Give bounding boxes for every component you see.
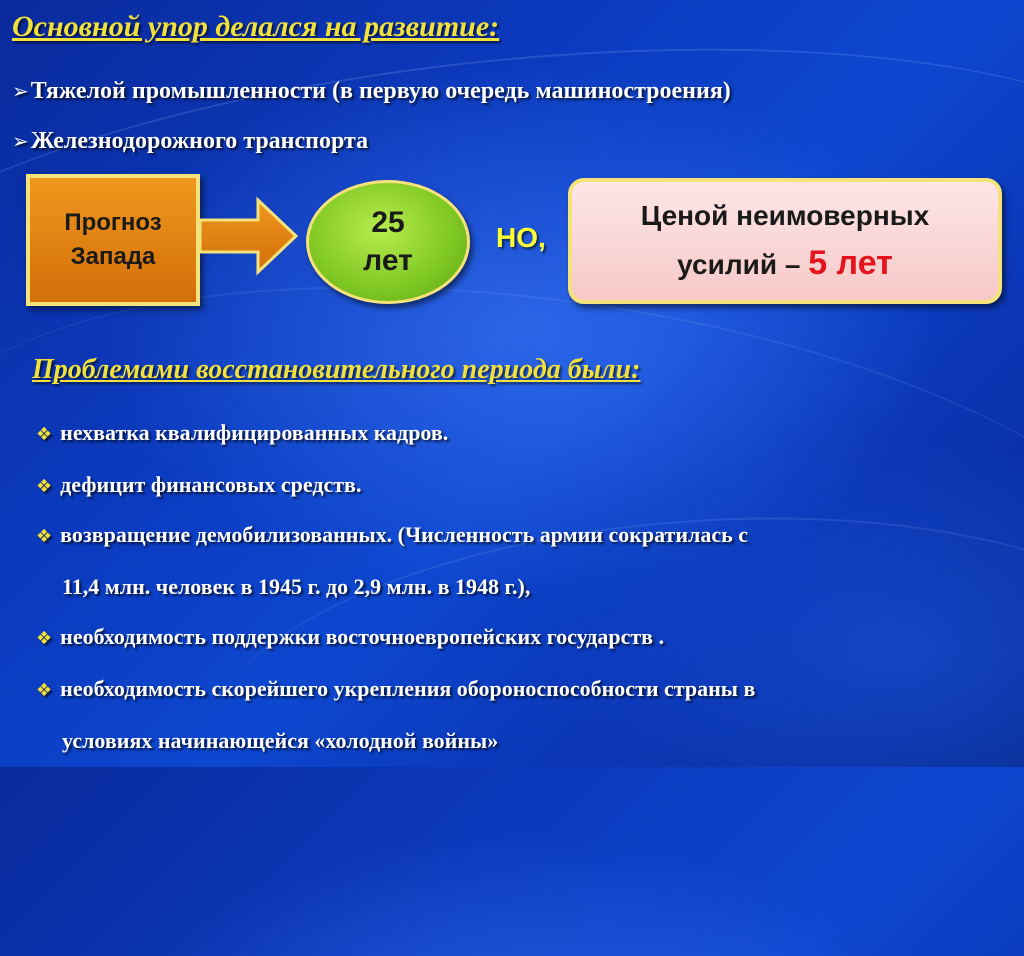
problem-item: ❖ нехватка квалифицированных кадров. bbox=[36, 420, 449, 445]
main-heading: Основной упор делался на развитие: bbox=[12, 10, 500, 43]
problems-heading: Проблемами восстановительного периода были: bbox=[32, 354, 641, 385]
focus-item: ➢Тяжелой промышленности (в первую очередь машиностроения) bbox=[12, 78, 731, 104]
diamond-bullet-icon: ❖ bbox=[36, 476, 53, 497]
forecast-line: Прогноз bbox=[64, 209, 162, 236]
diamond-bullet-icon: ❖ bbox=[36, 680, 53, 701]
problem-item: ❖ возвращение демобилизованных. (Численность армии сократилась с bbox=[36, 522, 749, 547]
background-swoosh bbox=[187, 486, 1024, 956]
price-line: усилий – 5 лет bbox=[677, 244, 893, 282]
problem-item: ❖ необходимость поддержки восточноевропейских государств . bbox=[36, 624, 665, 649]
background-swoosh bbox=[0, 212, 1024, 890]
problem-item: ❖ дефицит финансовых средств. bbox=[36, 472, 362, 497]
problem-item-continuation: условиях начинающейся «холодной войны» bbox=[62, 728, 499, 753]
years-circle bbox=[306, 180, 470, 304]
years-number: 25 bbox=[371, 206, 405, 239]
forecast-line: Запада bbox=[70, 243, 156, 270]
problem-item: ❖ необходимость скорейшего укрепления обороноспособности страны в bbox=[36, 676, 756, 701]
arrow-right-icon bbox=[200, 196, 300, 276]
price-highlight: 5 лет bbox=[808, 244, 893, 282]
conjunction-text: НО, bbox=[496, 222, 546, 253]
diamond-bullet-icon: ❖ bbox=[36, 526, 53, 547]
arrow-bullet-icon: ➢ bbox=[12, 129, 29, 153]
problem-item-continuation: 11,4 млн. человек в 1945 г. до 2,9 млн. в 1948 г.), bbox=[62, 574, 531, 599]
focus-item: ➢Железнодорожного транспорта bbox=[12, 128, 369, 154]
diamond-bullet-icon: ❖ bbox=[36, 628, 53, 649]
years-unit: лет bbox=[363, 244, 413, 277]
west-forecast-box bbox=[26, 174, 200, 306]
arrow-bullet-icon: ➢ bbox=[12, 79, 29, 103]
diamond-bullet-icon: ❖ bbox=[36, 424, 53, 445]
price-line: Ценой неимоверных bbox=[640, 200, 930, 231]
price-box bbox=[568, 178, 1002, 304]
